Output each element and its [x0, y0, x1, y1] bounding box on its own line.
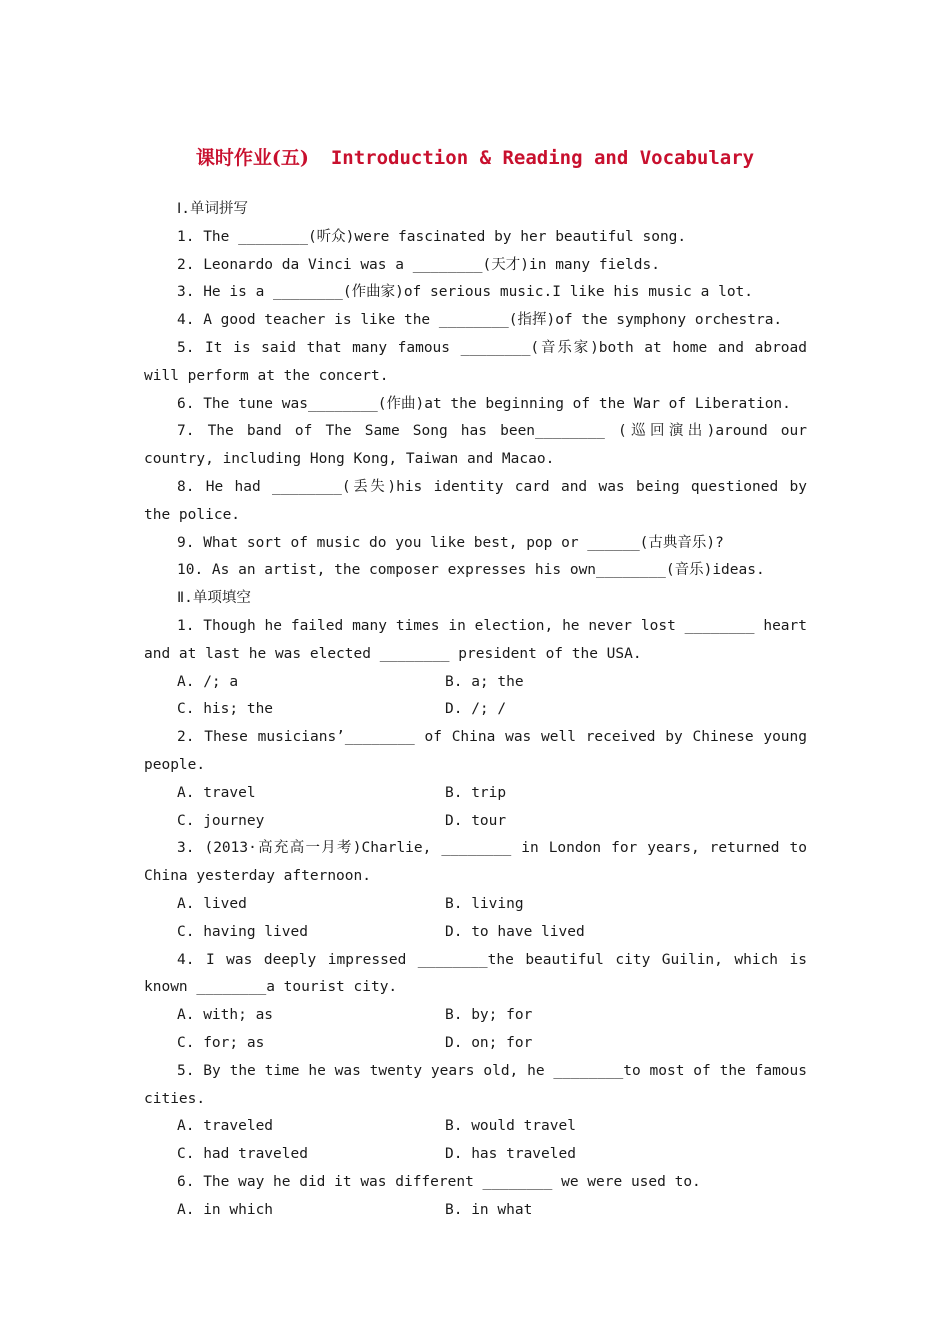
option-b: B. in what [445, 1201, 533, 1218]
question-stem: 1. Though he failed many times in election, he never lost ________ heart and at last he was elected ________ president of the USA. [144, 617, 816, 662]
exercise-content [144, 196, 816, 1224]
options-row [144, 808, 807, 836]
option-b: B. by; for [445, 1007, 533, 1024]
section-heading-spelling: Ⅰ.单词拼写 [177, 201, 249, 217]
option-d: D. to have lived [445, 923, 585, 940]
option-d: D. on; for [445, 1034, 533, 1051]
option-a: A. travel [177, 784, 256, 801]
option-c: C. his; the [177, 701, 274, 718]
options-row [144, 1002, 807, 1030]
options-row [144, 1197, 807, 1225]
options-row [144, 696, 807, 724]
option-a: A. in which [177, 1201, 274, 1218]
options-row [144, 669, 807, 697]
option-d: D. /; / [445, 701, 507, 718]
spelling-item: 6. The tune was________(作曲)at the beginning of the War of Liberation. [177, 395, 791, 412]
option-a: A. lived [177, 895, 247, 912]
spelling-item: 3. He is a ________(作曲家)of serious music.I like his music a lot. [177, 284, 754, 301]
option-b: B. would travel [445, 1118, 576, 1135]
options-row [144, 919, 807, 947]
question-stem: 6. The way he did it was different ________ we were used to. [177, 1173, 701, 1190]
option-d: D. tour [445, 812, 507, 829]
option-b: B. living [445, 895, 524, 912]
option-c: C. for; as [177, 1034, 265, 1051]
options-row [144, 780, 807, 808]
option-b: B. a; the [445, 673, 524, 690]
spelling-item: 2. Leonardo da Vinci was a ________(天才)in many fields. [177, 256, 660, 273]
spelling-item: 7. The band of The Same Song has been________ (巡回演出)around our country, including Hong Kong, Taiwan and Macao. [144, 423, 816, 468]
question-stem: 2. These musicians’________ of China was well received by Chinese young people. [144, 729, 816, 773]
spelling-item: 10. As an artist, the composer expresses his own________(音乐)ideas. [177, 562, 765, 579]
spelling-item: 5. It is said that many famous ________(音乐家)both at home and abroad will perform at the concert. [144, 339, 816, 384]
spelling-item: 8. He had ________(丢失)his identity card and was being questioned by the police. [144, 478, 816, 523]
spelling-item: 4. A good teacher is like the ________(指挥)of the symphony orchestra. [177, 312, 783, 329]
option-b: B. trip [445, 784, 507, 801]
question-stem: 4. I was deeply impressed ________the beautiful city Guilin, which is known ________a tourist city. [144, 951, 816, 996]
option-a: A. traveled [177, 1118, 274, 1135]
options-row [144, 1113, 807, 1141]
option-a: A. with; as [177, 1007, 274, 1024]
question-stem: 5. By the time he was twenty years old, he ________to most of the famous cities. [144, 1062, 816, 1107]
title-english: Introduction & Reading and Vocabulary [330, 147, 755, 169]
option-d: D. has traveled [445, 1146, 576, 1163]
options-row [144, 1030, 807, 1058]
options-row [144, 1141, 807, 1169]
options-row [144, 891, 807, 919]
option-c: C. having lived [177, 923, 308, 940]
option-c: C. journey [177, 812, 265, 829]
option-c: C. had traveled [177, 1146, 308, 1163]
section-heading-multiple-choice: Ⅱ.单项填空 [177, 590, 251, 607]
spelling-item: 9. What sort of music do you like best, pop or ______(古典音乐)? [177, 534, 724, 551]
question-stem: 3. (2013·高充高一月考)Charlie, ________ in London for years, returned to China yesterday afternoon. [144, 840, 816, 885]
page-title [0, 143, 950, 170]
title-chinese: 课时作业(五) [195, 147, 309, 169]
spelling-item: 1. The ________(听众)were fascinated by her beautiful song. [177, 228, 687, 245]
option-a: A. /; a [177, 673, 239, 690]
